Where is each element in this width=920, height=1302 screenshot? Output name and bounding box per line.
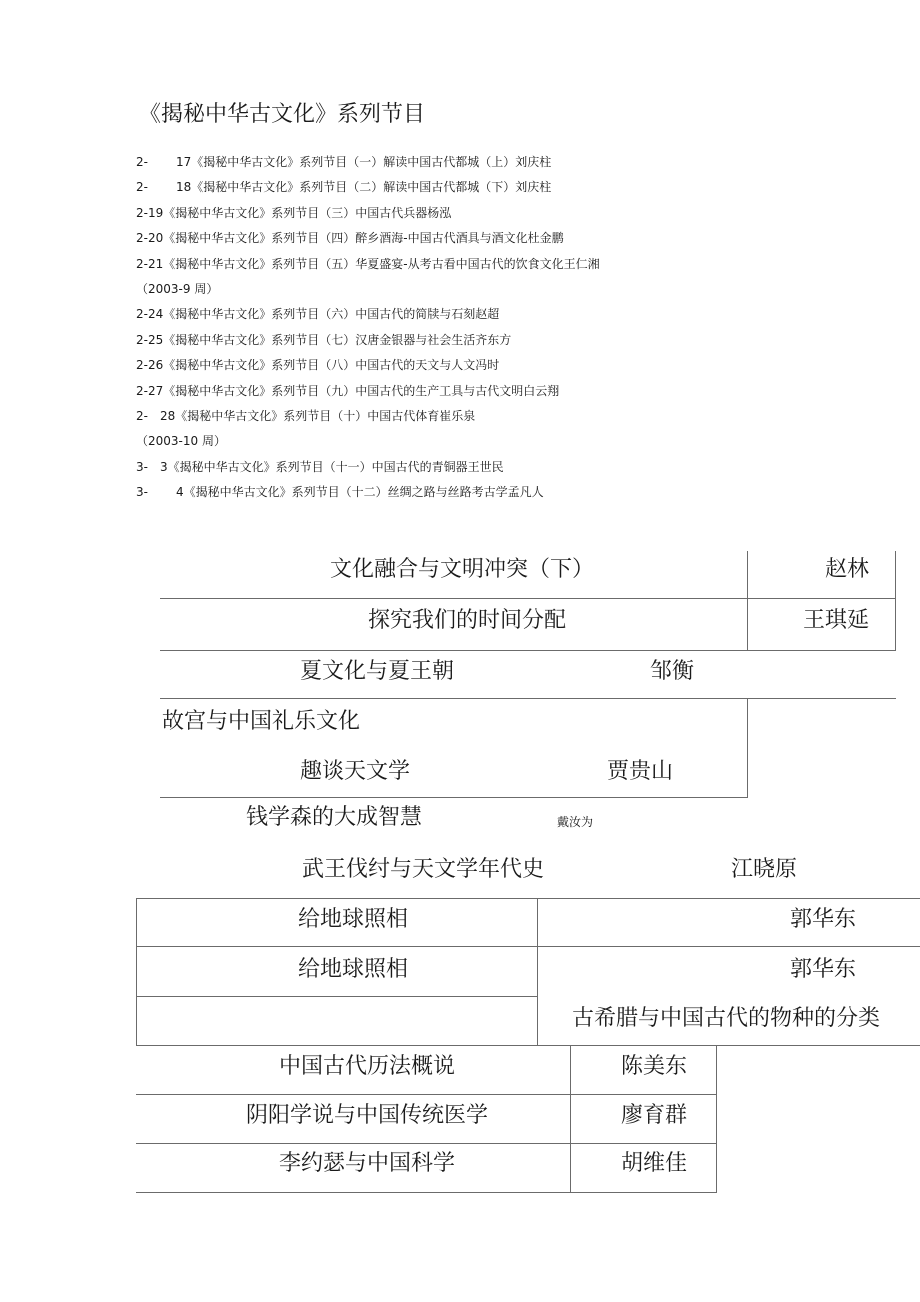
list-item-text: （2003-10 周） <box>136 434 226 449</box>
list-item <box>136 201 896 226</box>
list-item <box>136 175 896 200</box>
table-border <box>136 898 137 1046</box>
list-item <box>136 353 896 378</box>
cell-divider <box>537 898 538 1046</box>
list-item <box>136 404 896 429</box>
list-item-text: 2-20《揭秘中华古文化》系列节目（四）醉乡酒海-中国古代酒具与酒文化杜金鹏 <box>136 231 564 246</box>
table-cell-speaker: 陈美东 <box>620 1054 688 1079</box>
list-item-prefix: 3- <box>136 459 148 474</box>
table-cell-speaker: 赵林 <box>824 557 870 582</box>
table-cell-topic: 武王伐纣与天文学年代史 <box>302 857 545 882</box>
table-cell-topic: 阴阳学说与中国传统医学 <box>245 1103 489 1128</box>
table-cell-topic: 钱学森的大成智慧 <box>246 805 423 830</box>
list-item-text: 28《揭秘中华古文化》系列节目（十）中国古代体育崔乐泉 <box>160 408 476 423</box>
list-item <box>136 252 896 277</box>
table-cell-speaker: 胡维佳 <box>620 1151 688 1176</box>
row-divider <box>136 1192 717 1193</box>
row-divider <box>136 1094 717 1095</box>
cell-divider <box>570 1046 571 1192</box>
list-item <box>136 277 896 302</box>
table-cell-note: 古希腊与中国古代的物种的分类 <box>572 1006 881 1031</box>
row-divider <box>160 650 896 651</box>
list-item-prefix: 2- <box>136 155 148 169</box>
table-cell-speaker: 王琪延 <box>802 608 870 633</box>
table-cell-topic: 文化融合与文明冲突（下） <box>329 557 595 582</box>
list-item-text: 18《揭秘中华古文化》系列节目（二）解读中国古代都城（下）刘庆柱 <box>176 180 552 195</box>
table-cell-topic: 中国古代历法概说 <box>278 1054 456 1079</box>
table-cell-speaker: 贾贵山 <box>607 759 674 784</box>
list-item <box>136 480 896 505</box>
table-cell-speaker: 郭华东 <box>790 957 857 982</box>
row-divider <box>136 996 537 997</box>
table-cell-topic: 给地球照相 <box>297 907 409 932</box>
row-divider <box>136 946 920 947</box>
table-cell-speaker: 江晓原 <box>731 857 798 882</box>
row-divider <box>160 797 748 798</box>
list-item <box>136 379 896 404</box>
table-cell-speaker: 戴汝为 <box>557 815 594 829</box>
table-border <box>895 551 896 651</box>
row-divider <box>136 1045 920 1046</box>
table-border <box>716 1046 717 1192</box>
list-item <box>136 150 896 175</box>
list-item <box>136 226 896 251</box>
list-item-text: （2003-9 周） <box>136 281 219 296</box>
list-item <box>136 455 896 480</box>
list-item-prefix: 2- <box>136 180 148 195</box>
list-item-text: 4《揭秘中华古文化》系列节目（十二）丝绸之路与丝路考古学孟凡人 <box>176 485 544 500</box>
table-cell-topic: 给地球照相 <box>297 957 409 982</box>
row-divider <box>160 698 896 699</box>
list-item <box>136 302 896 327</box>
table-cell-topic: 趣谈天文学 <box>300 759 411 784</box>
list-item-prefix: 2- <box>136 408 148 423</box>
table-cell-topic: 夏文化与夏王朝 <box>300 659 455 684</box>
table-cell-topic: 李约瑟与中国科学 <box>278 1151 456 1176</box>
table-cell-speaker: 廖育群 <box>620 1103 688 1128</box>
list-item-text: 2-27《揭秘中华古文化》系列节目（九）中国古代的生产工具与古代文明白云翔 <box>136 383 560 398</box>
list-item-text: 2-26《揭秘中华古文化》系列节目（八）中国古代的天文与人文冯时 <box>136 358 500 373</box>
list-item <box>136 429 896 454</box>
table-cell-topic: 探究我们的时间分配 <box>367 608 567 633</box>
list-item-text: 3《揭秘中华古文化》系列节目（十一）中国古代的青铜器王世民 <box>160 459 504 474</box>
list-item-prefix: 3- <box>136 485 148 500</box>
list-item-text: 2-21《揭秘中华古文化》系列节目（五）华夏盛宴-从考古看中国古代的饮食文化王仁湘 <box>136 256 600 271</box>
row-divider <box>136 1143 717 1144</box>
program-list <box>136 150 896 505</box>
table-cell-speaker: 郭华东 <box>790 907 857 932</box>
list-item-text: 2-24《揭秘中华古文化》系列节目（六）中国古代的简牍与石刻赵超 <box>136 307 500 322</box>
list-item-text: 17《揭秘中华古文化》系列节目（一）解读中国古代都城（上）刘庆柱 <box>176 155 552 169</box>
list-item <box>136 328 896 353</box>
list-item-text: 2-19《揭秘中华古文化》系列节目（三）中国古代兵器杨泓 <box>136 205 452 220</box>
cell-divider <box>747 699 748 797</box>
cell-divider <box>747 551 748 651</box>
list-item-text: 2-25《揭秘中华古文化》系列节目（七）汉唐金银器与社会生活齐东方 <box>136 332 512 347</box>
table-cell-topic: 故宫与中国礼乐文化 <box>162 709 361 734</box>
row-divider <box>160 598 896 599</box>
table-cell-speaker: 邹衡 <box>650 659 695 684</box>
page-title: 《揭秘中华古文化》系列节目 <box>139 102 426 127</box>
row-divider <box>136 898 920 899</box>
